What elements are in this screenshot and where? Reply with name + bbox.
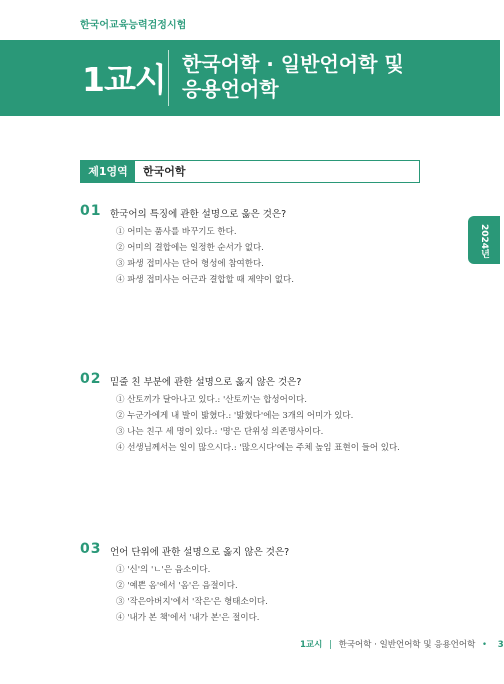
option-list [116,224,294,288]
option-1: ① 산토끼가 달아나고 있다.: '산토끼'는 합성어이다. [116,395,307,405]
section-name: 한국어학 [143,165,186,178]
question-stem: 한국어의 특징에 관한 설명으로 옳은 것은? [110,209,287,220]
option-3: ③ '작은아버지'에서 '작은'은 형태소이다. [116,597,268,607]
option-2: ② '예쁜 옴'에서 '옴'은 음절이다. [116,581,238,591]
option-2: ② 어미의 결합에는 일정한 순서가 없다. [116,243,264,253]
title-banner [0,40,500,116]
option-1: ① '신'의 'ㄴ'은 음소이다. [116,565,211,575]
title-line-1: 한국어학 · 일반언어학 및 [182,52,404,76]
question-number: 01 [80,203,102,219]
option-list [116,562,268,626]
question-number: 03 [80,541,102,557]
footer-divider: | [329,640,332,650]
page-number: 3 [497,640,504,650]
option-4: ④ 파생 접미사는 어근과 결합할 때 제약이 없다. [116,275,294,285]
section-header [80,160,420,183]
banner-divider [168,50,169,106]
option-1: ① 어미는 품사를 바꾸기도 한다. [116,227,237,237]
option-2: ② 누군가에게 내 발이 밟혔다.: '밟혔다'에는 3개의 어미가 있다. [116,411,354,421]
page-footer [300,638,504,650]
year-tab-label: 2024년 [479,224,489,259]
option-4: ④ '내가 본 책'에서 '내가 본'은 절이다. [116,613,260,623]
footer-session: 1교시 [300,640,323,650]
question-number: 02 [80,371,102,387]
question-stem: 언어 단위에 관한 설명으로 옳지 않은 것은? [110,547,290,558]
option-4: ④ 선생님께서는 일이 많으시다.: '많으시다'에는 주체 높임 표현이 들어 있다. [116,443,400,453]
page-title [182,52,404,102]
exam-name: 한국어교육능력검정시험 [80,20,187,31]
footer-subject: 한국어학 · 일반언어학 및 응용언어학 [338,640,476,650]
year-tab [468,216,500,264]
option-list [116,392,400,456]
footer-dot: • [482,640,488,650]
title-line-2: 응용언어학 [182,77,279,101]
option-3: ③ 나는 친구 세 명이 있다.: '명'은 단위성 의존명사이다. [116,427,324,437]
section-label: 제1영역 [81,161,135,182]
option-3: ③ 파생 접미사는 단어 형성에 참여한다. [116,259,264,269]
question-stem: 밑줄 친 부분에 관한 설명으로 옳지 않은 것은? [110,377,302,388]
session-label: 1교시 [82,60,166,99]
